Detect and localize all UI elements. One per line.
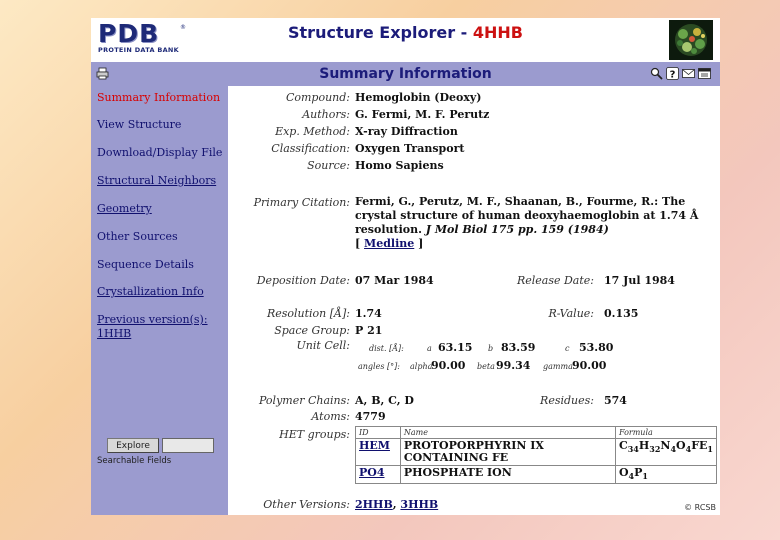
sidebar-item-previous-versions[interactable]: Previous version(s): xyxy=(97,313,208,326)
b-label: b xyxy=(488,344,494,353)
sidebar-item-structural-neighbors[interactable]: Structural Neighbors xyxy=(97,174,217,187)
sidebar-item-crystallization-info[interactable]: Crystallization Info xyxy=(97,285,204,298)
window-icon[interactable] xyxy=(698,67,711,80)
authors-label: Authors: xyxy=(302,108,350,121)
other-versions-label: Other Versions: xyxy=(263,498,350,511)
alpha-label: alpha xyxy=(410,362,433,371)
deposition-label: Deposition Date: xyxy=(256,274,350,287)
compound-label: Compound: xyxy=(285,91,350,104)
spacegroup-label: Space Group: xyxy=(274,324,350,337)
explore-button[interactable]: Explore xyxy=(107,438,159,453)
het-label: HET groups: xyxy=(279,428,350,441)
method-value: X-ray Diffraction xyxy=(355,125,458,138)
copyright[interactable]: © RCSB xyxy=(684,503,716,512)
method-label: Exp. Method: xyxy=(275,125,350,138)
banner xyxy=(91,18,720,62)
het-groups-table xyxy=(355,426,717,484)
page-title xyxy=(91,23,720,42)
het-header-formula: Formula xyxy=(615,427,716,439)
section-title: Summary Information xyxy=(319,66,492,82)
spacegroup-value: P 21 xyxy=(355,324,383,337)
medline-link[interactable]: Medline xyxy=(364,237,415,250)
sidebar-item-summary-information[interactable]: Summary Information xyxy=(97,91,221,104)
explore-hint: Searchable Fields xyxy=(97,456,172,466)
residues-label: Residues: xyxy=(540,394,594,407)
sidebar xyxy=(91,86,228,515)
table-row xyxy=(356,439,717,466)
gamma-label: gamma xyxy=(543,362,573,371)
sidebar-item-sequence-details[interactable]: Sequence Details xyxy=(97,258,194,271)
het-id-link[interactable]: HEM xyxy=(356,439,401,466)
residues-value: 574 xyxy=(604,394,627,407)
c-value: 53.80 xyxy=(579,341,614,354)
mail-icon[interactable] xyxy=(682,67,695,80)
explore-select[interactable] xyxy=(162,438,214,453)
citation-text: Fermi, G., Perutz, M. F., Shaanan, B., Fourme, R.: The crystal structure of human deoxyhaemoglobin at 1.74 Å resolution. J Mol Biol 175 pp. 159 (1984) [ Medline ] xyxy=(355,195,699,250)
het-formula: $O_4P_1$ xyxy=(615,466,716,484)
c-label: c xyxy=(565,344,570,353)
other-versions-separator: , xyxy=(392,498,401,511)
citation-body: Fermi, G., Perutz, M. F., Shaanan, B., Fourme, R.: The crystal structure of human deoxyhaemoglobin at 1.74 Å resolution. xyxy=(355,195,699,236)
citation-label: Primary Citation: xyxy=(253,196,350,209)
het-table-header xyxy=(356,427,717,439)
compound-value: Hemoglobin (Deoxy) xyxy=(355,91,482,104)
alpha-value: 90.00 xyxy=(431,359,466,372)
svg-text:?: ? xyxy=(669,69,676,80)
other-version-link-3hhb[interactable]: 3HHB xyxy=(400,498,439,511)
sidebar-item-view-structure[interactable]: View Structure xyxy=(97,118,182,131)
source-label: Source: xyxy=(307,159,350,172)
rvalue-value: 0.135 xyxy=(604,307,639,320)
atoms-value: 4779 xyxy=(355,410,386,423)
classification-label: Classification: xyxy=(271,142,350,155)
het-name: PROTOPORPHYRIN IX CONTAINING FE xyxy=(400,439,615,466)
resolution-value: 1.74 xyxy=(355,307,382,320)
trademark-mark: ® xyxy=(180,24,186,31)
het-id-link[interactable]: PO4 xyxy=(356,466,401,484)
search-icon[interactable] xyxy=(650,67,663,80)
help-icon[interactable] xyxy=(666,67,679,80)
source-value: Homo Sapiens xyxy=(355,159,444,172)
summary-panel xyxy=(228,86,720,515)
het-name: PHOSPHATE ION xyxy=(400,466,615,484)
section-header-bar xyxy=(91,62,720,86)
pdb-logo-text: PDB xyxy=(98,19,160,48)
gamma-value: 90.00 xyxy=(572,359,607,372)
page-frame xyxy=(91,18,720,515)
pdb-logo-subtext: PROTEIN DATA BANK xyxy=(98,46,179,54)
beta-label: beta xyxy=(477,362,495,371)
deposition-value: 07 Mar 1984 xyxy=(355,274,434,287)
a-label: a xyxy=(427,344,432,353)
other-versions-value xyxy=(355,498,438,511)
other-version-link-2hhb[interactable]: 2HHB xyxy=(355,498,393,511)
het-header-id: ID xyxy=(356,427,401,439)
het-header-name: Name xyxy=(400,427,615,439)
a-value: 63.15 xyxy=(438,341,473,354)
sidebar-item-other-sources[interactable]: Other Sources xyxy=(97,230,178,243)
pdb-id: 4HHB xyxy=(472,23,523,42)
sidebar-item-1hhb[interactable]: 1HHB xyxy=(97,327,132,340)
page-title-prefix: Structure Explorer - xyxy=(288,23,473,42)
table-row xyxy=(356,466,717,484)
het-formula: $C_{34}H_{32}N_4O_4FE_1$ xyxy=(615,439,716,466)
molecule-image[interactable] xyxy=(669,20,713,60)
unitcell-label: Unit Cell: xyxy=(296,339,350,352)
dist-label: dist. [Å]: xyxy=(369,344,404,353)
sidebar-item-geometry[interactable]: Geometry xyxy=(97,202,152,215)
beta-value: 99.34 xyxy=(496,359,531,372)
atoms-label: Atoms: xyxy=(311,410,350,423)
release-value: 17 Jul 1984 xyxy=(604,274,675,287)
b-value: 83.59 xyxy=(501,341,536,354)
resolution-label: Resolution [Å]: xyxy=(266,307,350,320)
classification-value: Oxygen Transport xyxy=(355,142,465,155)
sidebar-item-download-display-file[interactable]: Download/Display File xyxy=(97,146,223,159)
angles-label: angles [°]: xyxy=(358,362,400,371)
chains-value: A, B, C, D xyxy=(355,394,414,407)
release-label: Release Date: xyxy=(516,274,594,287)
citation-journal: J Mol Biol 175 pp. 159 (1984) xyxy=(425,223,609,236)
chains-label: Polymer Chains: xyxy=(258,394,350,407)
authors-value: G. Fermi, M. F. Perutz xyxy=(355,108,490,121)
rvalue-label: R-Value: xyxy=(548,307,594,320)
